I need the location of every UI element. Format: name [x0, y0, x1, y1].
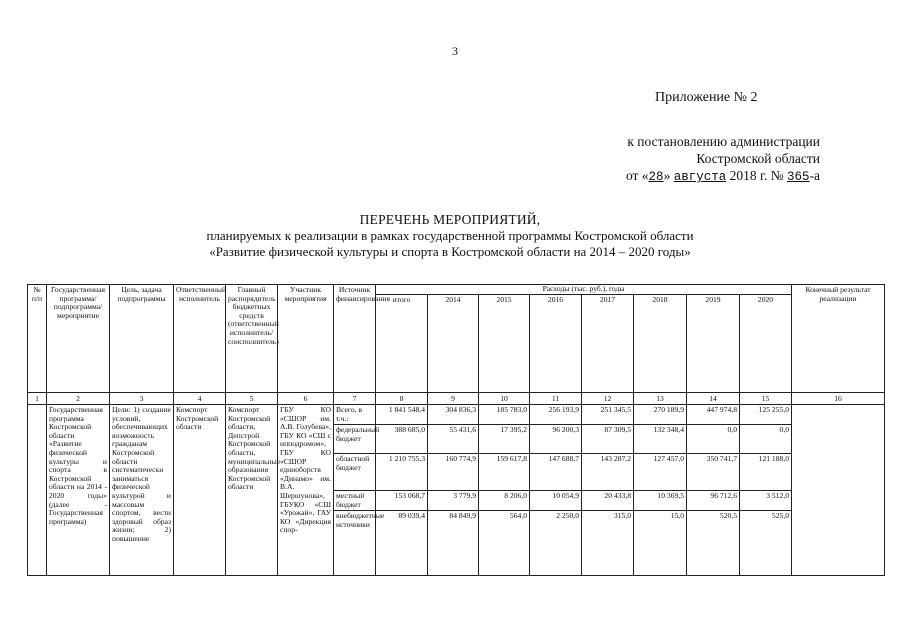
value-cell: 1 841 548,4	[376, 405, 428, 425]
header-year-2019: 2019	[687, 295, 740, 393]
value-cell: 15,0	[634, 511, 687, 576]
appendix-label: Приложение № 2	[655, 90, 758, 105]
value-cell: 55 431,6	[428, 425, 479, 454]
value-cell: 10 369,5	[634, 491, 687, 511]
resolution-date	[626, 167, 820, 186]
column-number: 16	[792, 393, 885, 405]
column-number: 2	[47, 393, 110, 405]
column-number: 3	[110, 393, 174, 405]
header-participant: Участник мероприятия	[278, 285, 334, 393]
resolution-reference	[626, 133, 820, 186]
value-cell: 10 054,9	[530, 491, 582, 511]
resolution-line-1: к постановлению администрации	[627, 134, 820, 149]
value-cell: 3 512,0	[740, 491, 792, 511]
row-number-cell	[28, 405, 47, 576]
value-cell: 143 287,2	[582, 454, 634, 491]
value-cell: 125 255,0	[740, 405, 792, 425]
header-manager: Главный распорядитель бюджетных средств (ответственный исполнитель/соисполнитель)	[226, 285, 278, 393]
value-cell: 84 849,9	[428, 511, 479, 576]
value-cell: 89 039,4	[376, 511, 428, 576]
value-cell: 315,0	[582, 511, 634, 576]
column-number-row	[28, 393, 885, 405]
value-cell: 147 688,7	[530, 454, 582, 491]
column-number: 14	[687, 393, 740, 405]
value-cell: 2 250,0	[530, 511, 582, 576]
header-result: Конечный результат реализации	[792, 285, 885, 393]
value-cell: 525,0	[740, 511, 792, 576]
column-number: 5	[226, 393, 278, 405]
date-year: 2018 г. №	[726, 168, 787, 183]
participant-cell: ГБУ КО «СШОР им. А.В. Голубева», ГБУ КО «СШ с ипподромом», ГБУ КО «СШОР единоборств «Динамо» им. В.А. Шершунова», ГБУКО «СШ «Урожай», ГАУ КО «Дирекция спор-	[278, 405, 334, 576]
goal-cell: Цели: 1) создание условий, обеспечивающих возможность гражданам Костромской области систематически заниматься физической культурой и массовым спортом, вести здоровый образ жизни; 2) повышение	[110, 405, 174, 576]
column-number: 8	[376, 393, 428, 405]
value-cell: 0,0	[740, 425, 792, 454]
value-cell: 153 068,7	[376, 491, 428, 511]
column-number: 4	[174, 393, 226, 405]
table-row	[28, 405, 885, 425]
header-year-2016: 2016	[530, 295, 582, 393]
column-number: 1	[28, 393, 47, 405]
value-cell: 132 348,4	[634, 425, 687, 454]
program-cell: Государственная программа Костромской области «Развитие физической культуры и спорта в Костромской области на 2014 - 2020 годы» (далее - Государственная программа)	[47, 405, 110, 576]
value-cell: 270 189,9	[634, 405, 687, 425]
date-mid: »	[663, 168, 674, 183]
header-no: № п/п	[28, 285, 47, 393]
value-cell: 96 712,6	[687, 491, 740, 511]
date-day: 28	[648, 170, 664, 184]
column-number: 11	[530, 393, 582, 405]
title-line-1: ПЕРЕЧЕНЬ МЕРОПРИЯТИЙ,	[359, 212, 541, 227]
resolution-suffix: -а	[809, 168, 820, 183]
title-line-2: планируемых к реализации в рамках государственной программы Костромской области	[206, 228, 694, 243]
value-cell: 8 206,0	[479, 491, 530, 511]
source-federal: федеральный бюджет	[334, 425, 376, 454]
header-year-2018: 2018	[634, 295, 687, 393]
value-cell: 447 974,8	[687, 405, 740, 425]
header-year-2020: 2020	[740, 295, 792, 393]
header-executor: Ответственный исполнитель	[174, 285, 226, 393]
value-cell: 20 433,8	[582, 491, 634, 511]
column-number: 12	[582, 393, 634, 405]
value-cell: 1 210 755,3	[376, 454, 428, 491]
header-source: Источник финансирования	[334, 285, 376, 393]
value-cell: 17 395,2	[479, 425, 530, 454]
value-cell: 520,5	[687, 511, 740, 576]
date-month: августа	[673, 170, 727, 184]
value-cell: 304 836,3	[428, 405, 479, 425]
source-local: местный бюджет	[334, 491, 376, 511]
value-cell: 256 193,9	[530, 405, 582, 425]
value-cell: 388 685,0	[376, 425, 428, 454]
header-year-2014: 2014	[428, 295, 479, 393]
result-cell	[792, 405, 885, 576]
header-expenses: Расходы (тыс. руб.), годы	[376, 285, 792, 295]
value-cell: 350 741,7	[687, 454, 740, 491]
page-number: 3	[452, 44, 458, 58]
column-number: 9	[428, 393, 479, 405]
header-goal: Цель, задача подпрограммы	[110, 285, 174, 393]
source-regional: областной бюджет	[334, 454, 376, 491]
value-cell: 251 345,5	[582, 405, 634, 425]
manager-cell: Комспорт Костромской области, Депстрой Костромской области, муниципальные образования Костромской области	[226, 405, 278, 576]
source-total: Всего, в т.ч.:	[334, 405, 376, 425]
value-cell: 87 309,5	[582, 425, 634, 454]
resolution-number: 365	[786, 170, 810, 184]
date-prefix: от «	[625, 168, 649, 183]
column-number: 10	[479, 393, 530, 405]
measures-table	[27, 284, 885, 576]
value-cell: 121 188,0	[740, 454, 792, 491]
value-cell: 159 617,8	[479, 454, 530, 491]
header-program: Государственная программа/подпрограмма/мероприятие	[47, 285, 110, 393]
value-cell: 564,0	[479, 511, 530, 576]
column-number: 13	[634, 393, 687, 405]
resolution-line-2: Костромской области	[696, 151, 820, 166]
executor-cell: Комспорт Костромской области	[174, 405, 226, 576]
value-cell: 185 783,0	[479, 405, 530, 425]
value-cell: 0,0	[687, 425, 740, 454]
value-cell: 96 200,3	[530, 425, 582, 454]
document-title	[0, 212, 900, 260]
column-number: 7	[334, 393, 376, 405]
header-year-2017: 2017	[582, 295, 634, 393]
header-year-2015: 2015	[479, 295, 530, 393]
value-cell: 3 779,9	[428, 491, 479, 511]
title-line-3: «Развитие физической культуры и спорта в Костромской области на 2014 – 2020 годы»	[209, 244, 691, 259]
header-total: итого	[376, 295, 428, 393]
column-number: 15	[740, 393, 792, 405]
value-cell: 160 774,9	[428, 454, 479, 491]
source-extrabudgetary: внебюджетные источники	[334, 511, 376, 576]
value-cell: 127 457,0	[634, 454, 687, 491]
header-row-1	[28, 285, 885, 295]
column-number: 6	[278, 393, 334, 405]
